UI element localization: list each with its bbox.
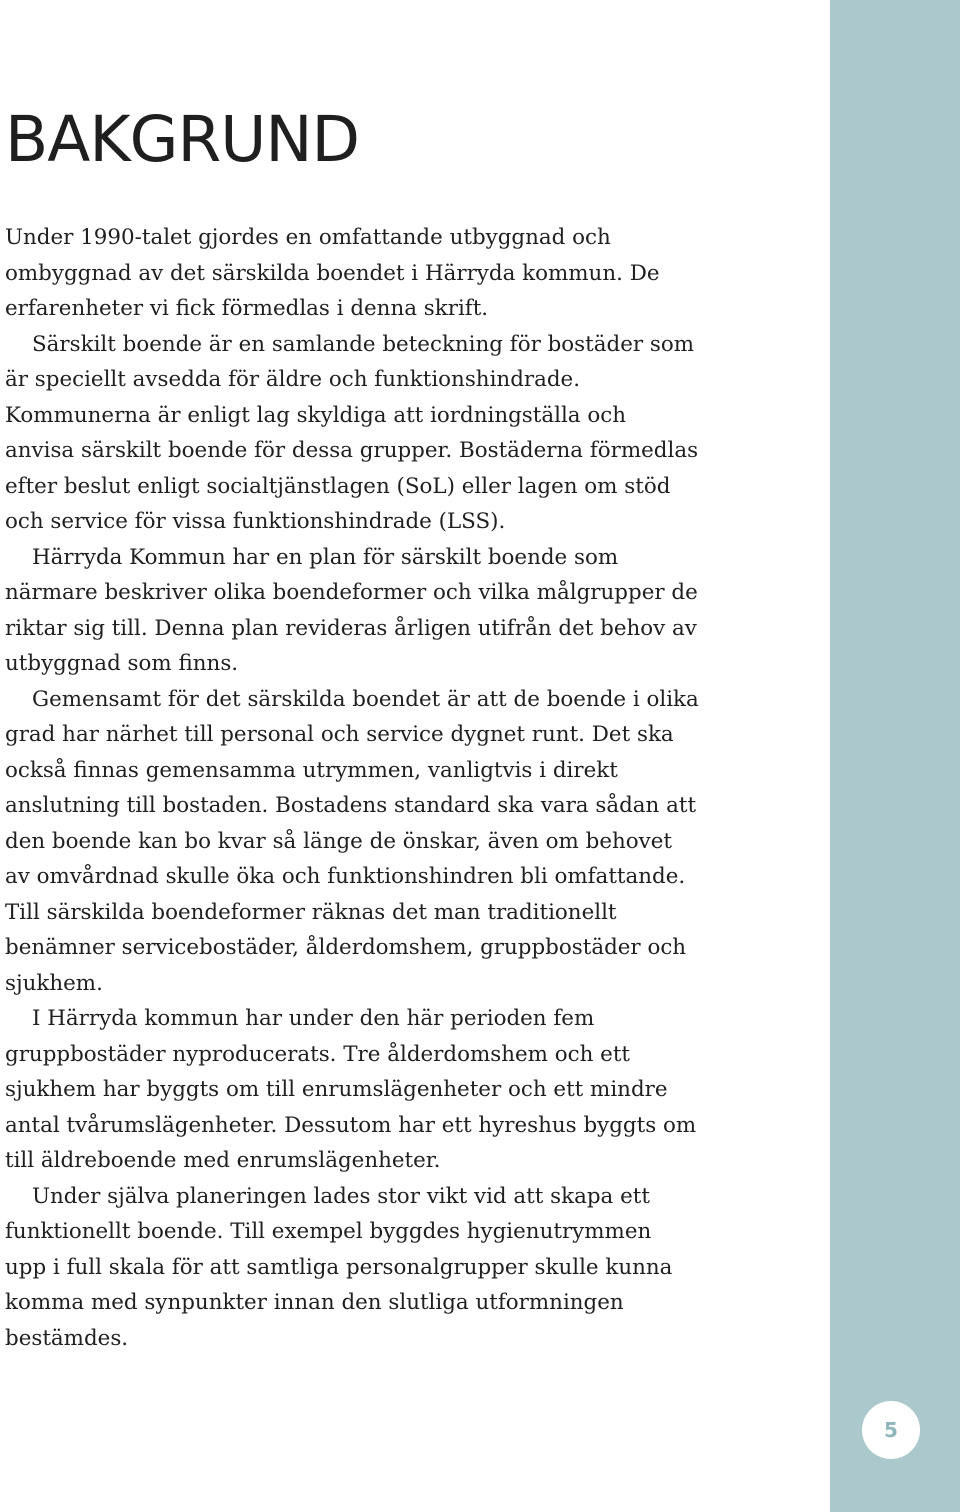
page-heading: BAKGRUND xyxy=(5,103,359,176)
text-line: Kommunerna är enligt lag skyldiga att iordningställa och xyxy=(5,402,626,428)
paragraph-intro xyxy=(5,220,805,327)
text-line: sjukhem. xyxy=(5,970,103,996)
text-line: upp i full skala för att samtliga personalgrupper skulle kunna xyxy=(5,1254,673,1280)
page-number-badge xyxy=(862,1401,920,1459)
paragraph-construction xyxy=(5,1001,805,1179)
text-line: Härryda Kommun har en plan för särskilt boende som xyxy=(32,544,619,570)
text-line: I Härryda kommun har under den här perioden fem xyxy=(32,1006,595,1031)
text-line: benämner servicebostäder, ålderdomshem, gruppbostäder och xyxy=(5,935,687,960)
text-line: grad har närhet till personal och service dygnet runt. Det ska xyxy=(5,722,674,747)
text-line: är speciellt avsedda för äldre och funktionshindrade. xyxy=(5,367,581,392)
text-line: anvisa särskilt boende för dessa grupper. Bostäderna förmedlas xyxy=(5,438,699,463)
text-line: funktionellt boende. Till exempel byggdes hygienutrymmen xyxy=(5,1219,652,1244)
text-line: Till särskilda boendeformer räknas det man traditionellt xyxy=(5,899,617,925)
text-line: av omvårdnad skulle öka och funktionshindren bli omfattande. xyxy=(5,864,686,889)
paragraph-common-features xyxy=(5,682,805,1002)
text-line: också finnas gemensamma utrymmen, vanligtvis i direkt xyxy=(5,757,618,783)
paragraph-definition xyxy=(5,327,805,540)
text-line: efter beslut enligt socialtjänstlagen (SoL) eller lagen om stöd xyxy=(5,473,671,499)
text-line: gruppbostäder nyproducerats. Tre ålderdomshem och ett xyxy=(5,1041,631,1067)
page-number: 5 xyxy=(884,1418,898,1442)
text-line: Under själva planeringen lades stor vikt vid att skapa ett xyxy=(32,1183,650,1209)
text-line: och service för vissa funktionshindrade (LSS). xyxy=(5,509,506,534)
text-line: sjukhem har byggts om till enrumslägenheter och ett mindre xyxy=(5,1077,668,1102)
text-line: komma med synpunkter innan den slutliga utformningen xyxy=(5,1290,624,1315)
text-line: erfarenheter vi fick förmedlas i denna skrift. xyxy=(5,296,489,321)
text-line: Under 1990-talet gjordes en omfattande utbyggnad och xyxy=(5,225,611,250)
body-text xyxy=(5,220,805,1356)
text-line: närmare beskriver olika boendeformer och vilka målgrupper de xyxy=(5,580,698,605)
side-color-band xyxy=(830,0,960,1512)
text-line: till äldreboende med enrumslägenheter. xyxy=(5,1148,441,1173)
text-line: Särskilt boende är en samlande beteckning för bostäder som xyxy=(32,331,695,357)
text-line: den boende kan bo kvar så länge de önskar, även om behovet xyxy=(5,828,672,854)
text-line: riktar sig till. Denna plan revideras årligen utifrån det behov av xyxy=(5,615,697,641)
paragraph-planning xyxy=(5,1179,805,1357)
paragraph-plan xyxy=(5,540,805,682)
text-line: bestämdes. xyxy=(5,1325,129,1351)
text-line: anslutning till bostaden. Bostadens standard ska vara sådan att xyxy=(5,793,697,818)
text-line: Gemensamt för det särskilda boendet är att de boende i olika xyxy=(32,686,699,712)
text-line: antal tvårumslägenheter. Dessutom har ett hyreshus byggts om xyxy=(5,1112,697,1138)
text-line: utbyggnad som finns. xyxy=(5,651,239,676)
text-line: ombyggnad av det särskilda boendet i Härryda kommun. De xyxy=(5,260,660,286)
